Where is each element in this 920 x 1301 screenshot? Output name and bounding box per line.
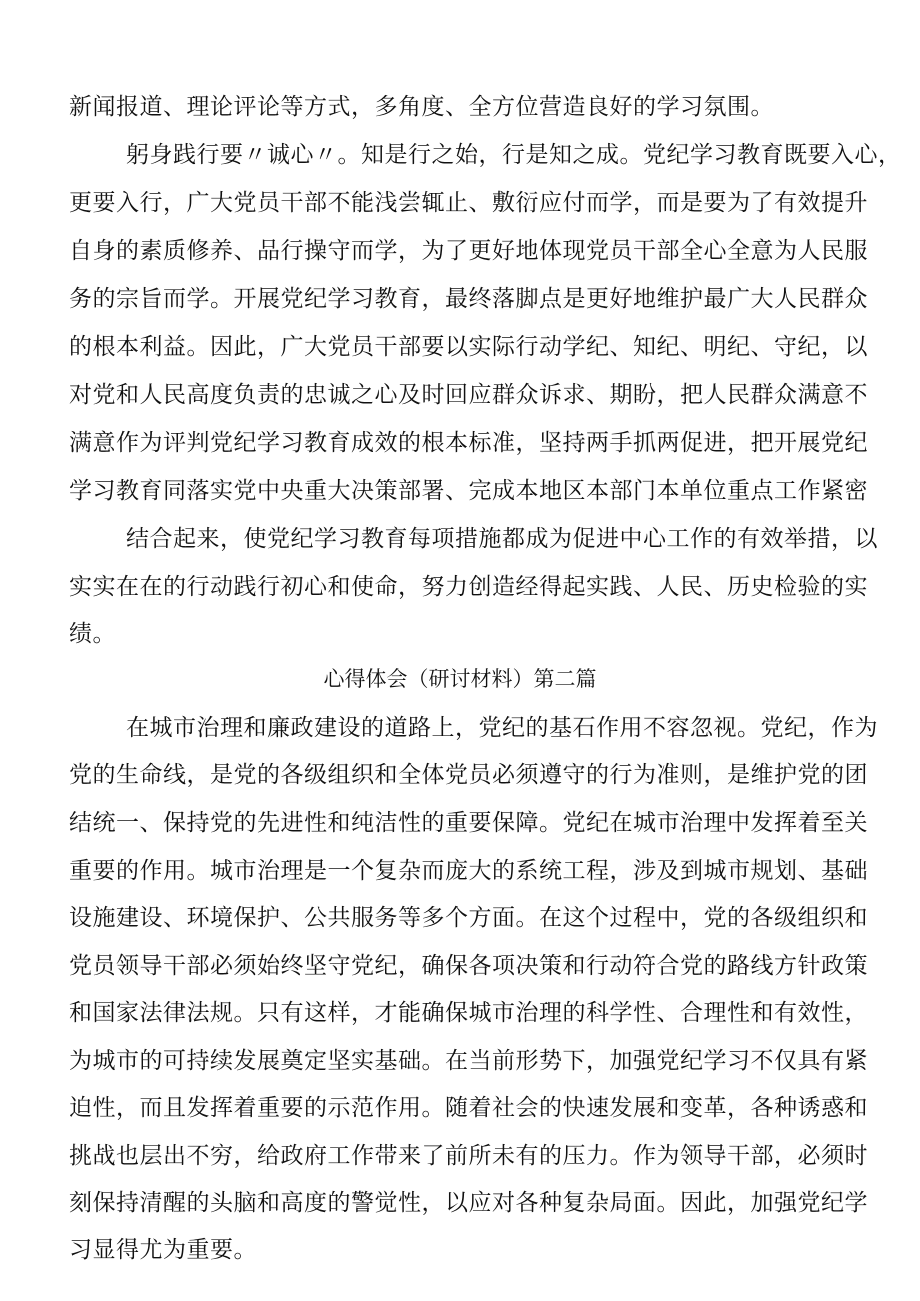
text-line: 为城市的可持续发展奠定坚实基础。在当前形势下，加强党纪学习不仅具有紧 [69, 1048, 868, 1074]
text-line: 结统一、保持党的先进性和纯洁性的重要保障。党纪在城市治理中发挥着至关 [69, 810, 868, 836]
text-line: 和国家法律法规。只有这样，才能确保城市治理的科学性、合理性和有效性， [69, 1000, 868, 1026]
text-line: 更要入行，广大党员干部不能浅尝辄止、敷衍应付而学，而是要为了有效提升 [69, 190, 868, 216]
text-line: 设施建设、环境保护、公共服务等多个方面。在这个过程中，党的各级组织和 [69, 905, 868, 931]
text-line: 新闻报道、理论评论等方式，多角度、全方位营造良好的学习氛围。 [69, 94, 774, 120]
paragraph-first-line: 躬身践行要〃诚心〃。知是行之始，行是知之成。党纪学习教育既要入心， [126, 142, 902, 168]
text-line: 刻保持清醒的头脑和高度的警觉性，以应对各种复杂局面。因此，加强党纪学 [69, 1190, 868, 1216]
paragraph-first-line: 在城市治理和廉政建设的道路上，党纪的基石作用不容忽视。党纪，作为 [126, 715, 878, 741]
text-line: 党的生命线，是党的各级组织和全体党员必须遵守的行为准则，是维护党的团 [69, 762, 868, 788]
text-line: 自身的素质修养、品行操守而学，为了更好地体现党员干部全心全意为人民服 [69, 238, 868, 264]
section-heading: 心得体会（研讨材料）第二篇 [323, 667, 597, 691]
text-line: 迫性，而且发挥着重要的示范作用。随着社会的快速发展和变革，各种诱惑和 [69, 1095, 868, 1121]
text-line: 学习教育同落实党中央重大决策部署、完成本地区本部门本单位重点工作紧密 [69, 478, 868, 504]
paragraph-first-line: 结合起来，使党纪学习教育每项措施都成为促进中心工作的有效举措，以 [126, 526, 878, 552]
text-line: 重要的作用。城市治理是一个复杂而庞大的系统工程，涉及到城市规划、基础 [69, 858, 868, 884]
text-line: 习显得尤为重要。 [69, 1237, 257, 1263]
text-line: 党员领导干部必须始终坚守党纪，确保各项决策和行动符合党的路线方针政策 [69, 953, 868, 979]
text-line: 对党和人民高度负责的忠诚之心及时回应群众诉求、期盼，把人民群众满意不 [69, 382, 868, 408]
text-line: 务的宗旨而学。开展党纪学习教育，最终落脚点是更好地维护最广大人民群众 [69, 286, 868, 312]
text-line: 的根本利益。因此，广大党员干部要以实际行动学纪、知纪、明纪、守纪，以 [69, 334, 868, 360]
text-line: 绩。 [69, 621, 116, 647]
text-line: 满意作为评判党纪学习教育成效的根本标准，坚持两手抓两促进，把开展党纪 [69, 430, 868, 456]
text-line: 实实在在的行动践行初心和使命，努力创造经得起实践、人民、历史检验的实 [69, 574, 868, 600]
text-line: 挑战也层出不穷，给政府工作带来了前所未有的压力。作为领导干部，必须时 [69, 1143, 868, 1169]
